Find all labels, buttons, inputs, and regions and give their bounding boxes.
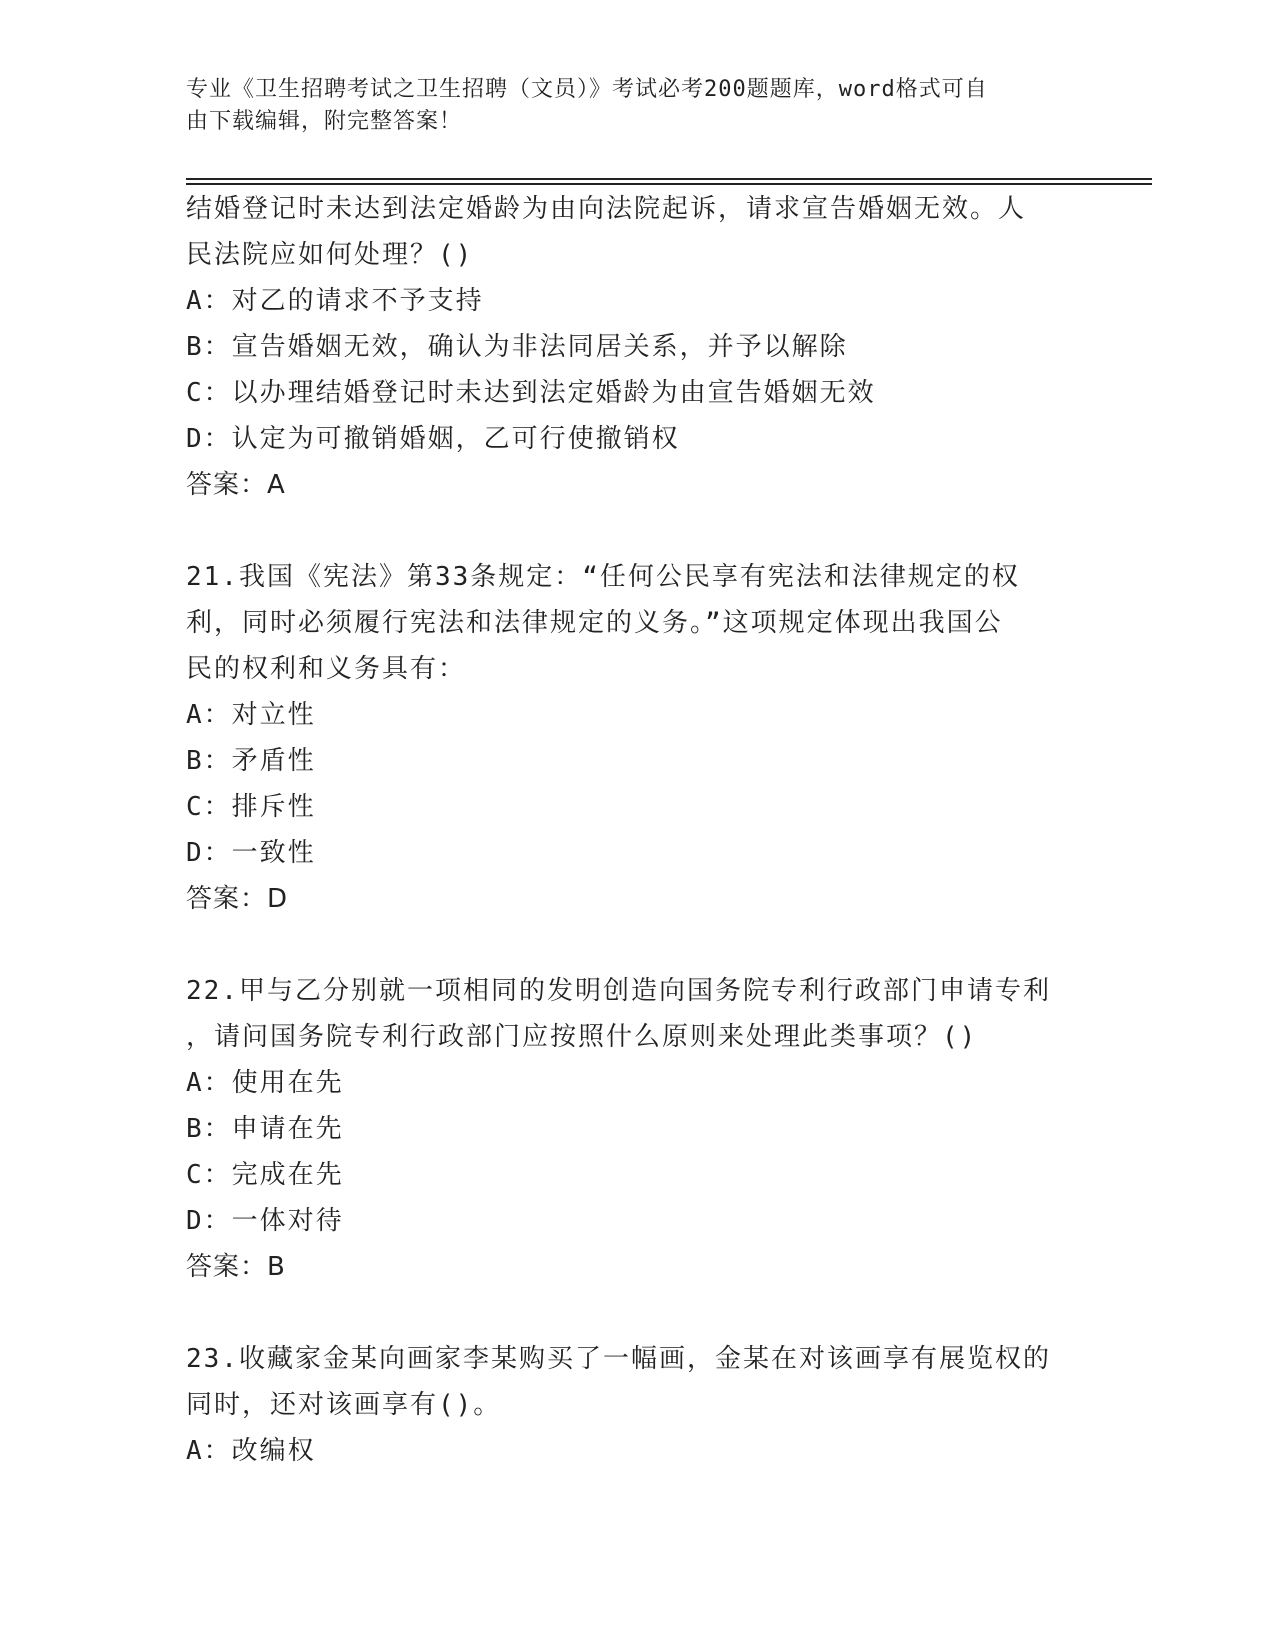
question-stem-line: 民的权利和义务具有： [186,654,467,684]
question-stem-line: 23.收藏家金某向画家李某购买了一幅画，金某在对该画享有展览权的 [186,1344,1051,1374]
question-stem-line: 利，同时必须履行宪法和法律规定的义务。”这项规定体现出我国公 [186,608,1003,638]
option-d: D：一致性 [186,838,316,868]
header-divider [186,178,1152,185]
spacer [186,1290,1086,1336]
question-stem-line: 21.我国《宪法》第33条规定：“任何公民享有宪法和法律规定的权 [186,562,1020,592]
question-stem-line: 结婚登记时未达到法定婚龄为由向法院起诉，请求宣告婚姻无效。人 [186,194,1027,224]
option-a: A：改编权 [186,1436,316,1466]
question-list [186,186,1086,1474]
answer-label: 答案：B [186,1252,286,1282]
document-header [186,74,1086,138]
answer-label: 答案：A [186,470,286,500]
spacer [186,508,1086,554]
option-d: D：一体对待 [186,1206,344,1236]
option-c: C：完成在先 [186,1160,344,1190]
question-stem-line: 同时，还对该画享有()。 [186,1390,502,1420]
question-stem-line: ，请问国务院专利行政部门应按照什么原则来处理此类事项？() [186,1022,978,1052]
option-c: C：排斥性 [186,792,316,822]
option-a: A：对立性 [186,700,316,730]
option-b: B：宣告婚姻无效，确认为非法同居关系，并予以解除 [186,332,848,362]
option-a: A：对乙的请求不予支持 [186,286,484,316]
spacer [186,922,1086,968]
header-line-2: 由下载编辑，附完整答案！ [186,109,463,134]
option-b: B：申请在先 [186,1114,344,1144]
question-23 [186,1336,1086,1474]
question-stem-line: 22.甲与乙分别就一项相同的发明创造向国务院专利行政部门申请专利 [186,976,1051,1006]
question-21 [186,554,1086,922]
option-c: C：以办理结婚登记时未达到法定婚龄为由宣告婚姻无效 [186,378,876,408]
question-22 [186,968,1086,1290]
option-a: A：使用在先 [186,1068,344,1098]
option-d: D：认定为可撤销婚姻，乙可行使撤销权 [186,424,680,454]
question-20 [186,186,1086,508]
answer-label: 答案：D [186,884,289,914]
header-line-1: 专业《卫生招聘考试之卫生招聘（文员）》考试必考200题题库，word格式可自 [186,77,988,102]
option-b: B：矛盾性 [186,746,316,776]
question-stem-line: 民法院应如何处理？() [186,240,474,270]
